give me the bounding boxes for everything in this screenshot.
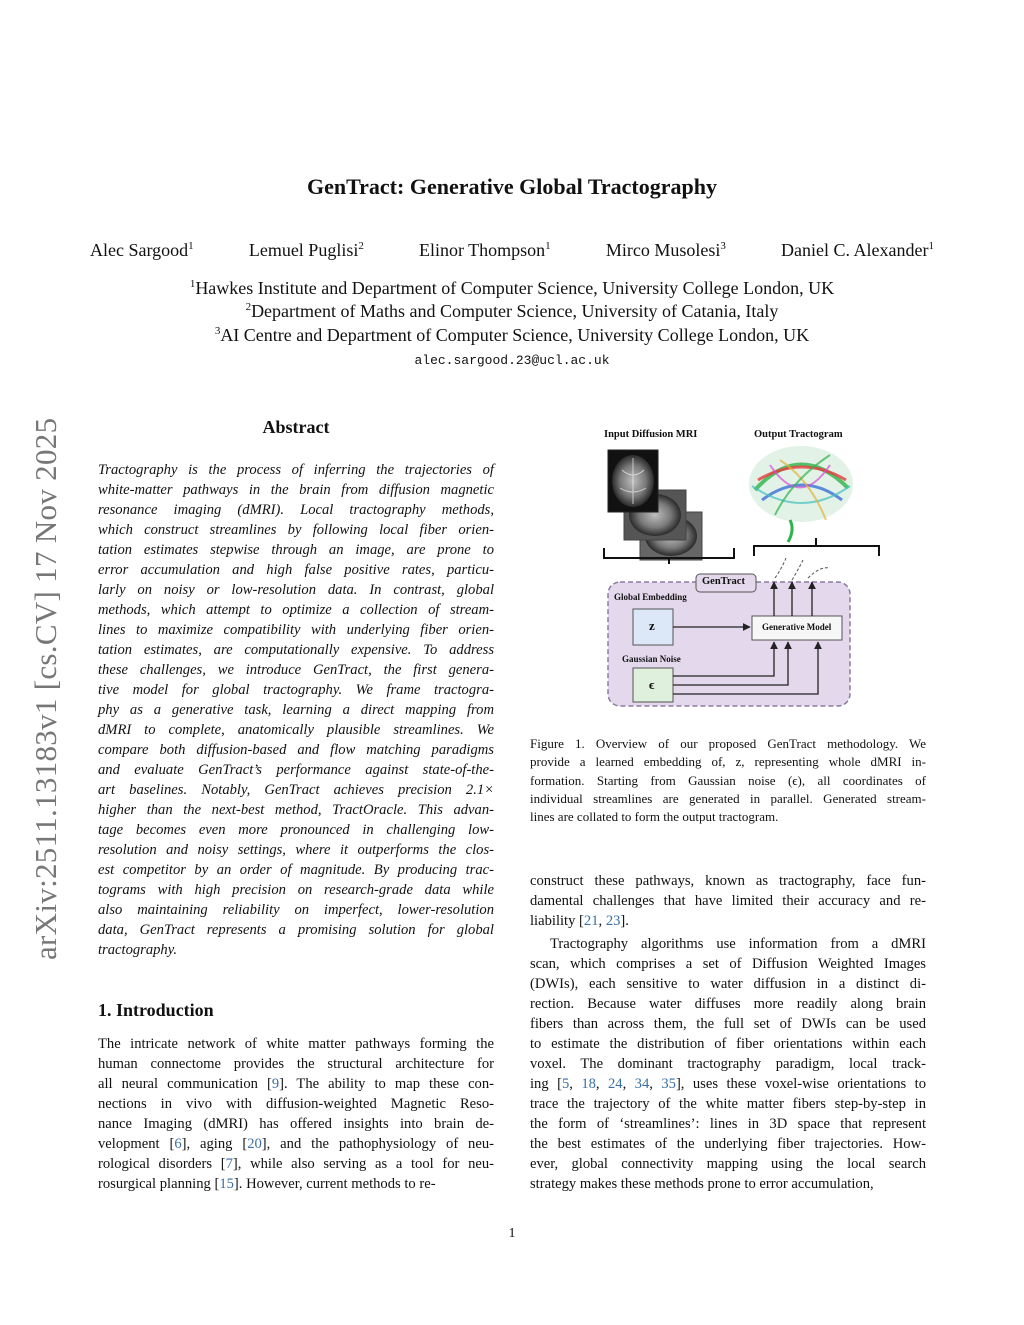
abstract-line: tation estimates, are computationally expensive. To address bbox=[98, 642, 494, 658]
paper-title: GenTract: Generative Global Tractography bbox=[307, 174, 717, 199]
abstract-line: tation estimates stepwise through an image, are prone to bbox=[98, 542, 494, 558]
author-name: Daniel C. Alexander$^1$ bbox=[781, 240, 934, 260]
body-line: strategy makes these methods prone to error accumulation, bbox=[530, 1176, 874, 1192]
affiliation-3: $^3$AI Centre and Department of Computer Science, University College London, UK bbox=[214, 325, 810, 345]
body-line: rection. Because water diffuses more readily along brain bbox=[530, 996, 926, 1012]
abstract-line: est competitor by an order of magnitude. By producing trac- bbox=[98, 862, 494, 878]
introduction-body bbox=[98, 1034, 494, 1194]
body-line: construct these pathways, known as tractography, face fun- bbox=[530, 873, 926, 889]
contact-email[interactable]: alec.sargood.23@ucl.ac.uk bbox=[414, 353, 610, 368]
abstract-line: larly on noisy or low-resolution data. In contrast, global bbox=[98, 582, 494, 598]
body-line: scan, which comprises a set of Diffusion Weighted Images bbox=[530, 956, 926, 972]
body-line: fibers than across them, the full set of DWIs can be used bbox=[530, 1016, 926, 1032]
right-column-paragraph-1 bbox=[530, 871, 926, 931]
abstract-line: tograms with high precision on research-grade data while bbox=[98, 882, 494, 898]
citation-link[interactable]: 21 bbox=[583, 913, 599, 929]
abstract-line: resonance imaging (dMRI). Local tractography methods, bbox=[98, 502, 494, 518]
abstract-line: Tractography is the process of inferring the trajectories of bbox=[98, 462, 494, 478]
affiliation-1: $^1$Hawkes Institute and Department of Computer Science, University College London, UK bbox=[189, 278, 835, 298]
citation-link[interactable]: 9 bbox=[271, 1076, 280, 1092]
body-line: Tractography algorithms use information from a dMRI bbox=[550, 936, 926, 952]
body-line: (DWIs), each sensitive to water diffusion in a distinct di- bbox=[530, 976, 926, 992]
body-line: the best estimates of the underlying fiber trajectories. How- bbox=[530, 1136, 926, 1152]
introduction-line: all neural communication [9]. The ability to map these con- bbox=[98, 1076, 494, 1092]
introduction-line: nections in vivo with diffusion-weighted Magnetic Reso- bbox=[98, 1096, 494, 1112]
body-line: liability [21, 23]. bbox=[530, 913, 629, 929]
abstract-line: error accumulation and high false positive rates, particu- bbox=[98, 562, 494, 578]
abstract-line: tage becomes even more pronounced in challenging low- bbox=[98, 822, 494, 838]
abstract-line: compare both diffusion-based and flow matching paradigms bbox=[98, 742, 494, 758]
body-line: trace the trajectory of the white matter fibers step-by-step in bbox=[530, 1096, 926, 1112]
abstract-line: which construct streamlines by following local fiber orien- bbox=[98, 522, 494, 538]
abstract-line: resolution and noisy settings, where it outperforms the clos- bbox=[98, 842, 494, 858]
citation-link[interactable]: 24 bbox=[608, 1076, 623, 1092]
citation-link[interactable]: 23 bbox=[605, 913, 621, 929]
figure-label-z: z bbox=[649, 618, 655, 633]
introduction-line: The intricate network of white matter pathways forming the bbox=[98, 1036, 494, 1052]
abstract-line: methods, which attempt to optimize a collection of stream- bbox=[98, 602, 494, 618]
right-column-paragraph-2 bbox=[530, 934, 926, 1194]
abstract-line: and evaluate GenTract’s performance against state-of-the- bbox=[98, 762, 494, 778]
abstract-body bbox=[98, 460, 494, 960]
introduction-line: velopment [6], aging [20], and the pathophysiology of neu- bbox=[98, 1136, 494, 1152]
abstract-line: higher than the next-best method, TractOracle. This advan- bbox=[98, 802, 494, 818]
figure-label-gaussian-noise: Gaussian Noise bbox=[622, 654, 681, 664]
affiliation-2: $^2$Department of Maths and Computer Science, University of Catania, Italy bbox=[245, 301, 779, 321]
body-line: voxel. The dominant tractography paradigm, local track- bbox=[530, 1056, 926, 1072]
arxiv-identifier: arXiv:2511.13183v1 [cs.CV] 17 Nov 2025 bbox=[28, 417, 63, 960]
caption-line: lines are collated to form the output tractogram. bbox=[530, 809, 779, 825]
caption-line: individual streamlines are generated in parallel. Generated stream- bbox=[530, 790, 926, 806]
figure-label-global-embedding: Global Embedding bbox=[614, 592, 687, 602]
figure-caption bbox=[530, 735, 926, 826]
caption-line: formation. Starting from Gaussian noise (ϵ), all coordinates of bbox=[530, 772, 926, 788]
author-list bbox=[90, 240, 934, 261]
introduction-line: rosurgical planning [15]. However, current methods to re- bbox=[98, 1176, 436, 1192]
citation-link[interactable]: 18 bbox=[581, 1076, 596, 1092]
abstract-line: art baselines. Notably, GenTract achieves precision 2.1× bbox=[98, 782, 494, 798]
caption-line: provide a learned embedding of, z, representing whole dMRI in- bbox=[530, 754, 926, 770]
body-line: the form of ‘streamlines’: lines in 3D space that represent bbox=[530, 1116, 926, 1132]
tractogram-image bbox=[749, 446, 853, 542]
citation-link[interactable]: 20 bbox=[247, 1136, 262, 1152]
caption-line: Figure 1. Overview of our proposed GenTract methodology. We bbox=[530, 736, 926, 751]
abstract-line: white-matter pathways in the brain from diffusion magnetic bbox=[98, 482, 494, 498]
author-name: Elinor Thompson$^1$ bbox=[419, 240, 551, 260]
figure-label-input: Input Diffusion MRI bbox=[604, 429, 698, 440]
citation-link[interactable]: 7 bbox=[225, 1156, 233, 1172]
introduction-line: rological disorders [7], while also serving as a tool for neu- bbox=[98, 1156, 495, 1172]
output-brace bbox=[754, 538, 879, 556]
abstract-heading: Abstract bbox=[262, 417, 330, 437]
figure-label-generative-model: Generative Model bbox=[762, 622, 832, 632]
author-name: Lemuel Puglisi$^2$ bbox=[248, 240, 364, 260]
body-line: damental challenges that have limited their accuracy and re- bbox=[530, 893, 926, 909]
citation-link[interactable]: 6 bbox=[174, 1136, 182, 1152]
author-name: Alec Sargood$^1$ bbox=[90, 240, 194, 260]
figure-1 bbox=[530, 420, 926, 720]
introduction-line: nance Imaging (dMRI) has offered insights into brain de- bbox=[98, 1116, 494, 1132]
page-number: 1 bbox=[508, 1226, 516, 1241]
introduction-heading: 1. Introduction bbox=[98, 1000, 214, 1020]
figure-label-output: Output Tractogram bbox=[754, 429, 843, 440]
citation-link[interactable]: 5 bbox=[561, 1076, 570, 1092]
figure-label-gentract: GenTract bbox=[702, 576, 745, 587]
abstract-line: lines to maximize compatibility with underlying fiber orien- bbox=[98, 622, 494, 638]
abstract-line: tive model for global tractography. We frame tractogra- bbox=[98, 682, 494, 698]
abstract-line: data, GenTract represents a promising solution for global bbox=[98, 922, 494, 938]
figure-label-epsilon: ϵ bbox=[649, 677, 655, 692]
abstract-line: phy as a generative task, learning a direct mapping from bbox=[98, 702, 494, 718]
method-diagram bbox=[530, 420, 926, 720]
citation-link[interactable]: 15 bbox=[219, 1176, 234, 1192]
citation-link[interactable]: 34 bbox=[634, 1076, 650, 1092]
abstract-line: tractography. bbox=[98, 942, 178, 958]
introduction-line: human connectome provides the structural architecture for bbox=[98, 1056, 494, 1072]
body-line: ever, global connectivity mapping using the local search bbox=[530, 1156, 926, 1172]
abstract-line: these challenges, we introduce GenTract, the first genera- bbox=[98, 662, 494, 678]
body-line: to estimate the distribution of fiber orientations within each bbox=[530, 1036, 926, 1052]
abstract-line: dMRI to complete, anatomically plausible streamlines. We bbox=[98, 722, 494, 738]
body-line: ing [5, 18, 24, 34, 35], uses these voxel-wise orientations to bbox=[530, 1076, 926, 1092]
abstract-line: also maintaining reliability on imperfect, lower-resolution bbox=[98, 902, 494, 918]
citation-link[interactable]: 35 bbox=[661, 1076, 676, 1092]
author-name: Mirco Musolesi$^3$ bbox=[605, 240, 726, 260]
